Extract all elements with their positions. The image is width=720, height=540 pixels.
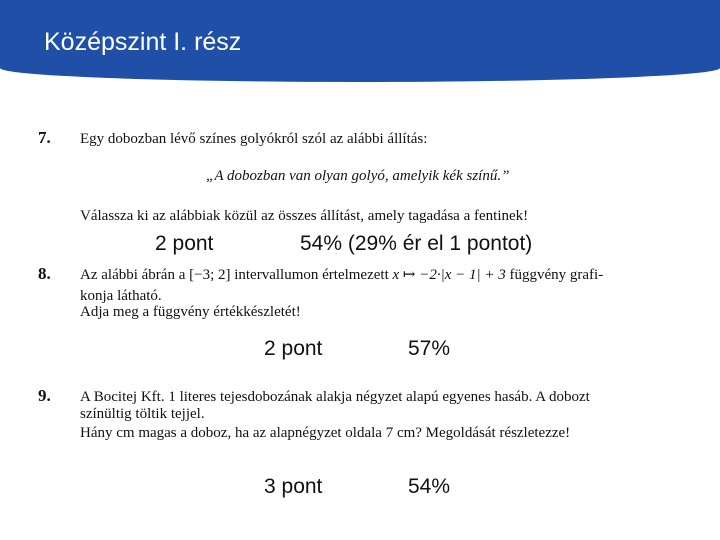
question-7-number: 7.: [38, 128, 51, 147]
slide-header: [0, 0, 720, 82]
question-7-points: 2 pont: [155, 232, 214, 255]
question-9-line-2: színültig töltik tejjel.: [80, 406, 205, 422]
question-7-instruction: Válassza ki az alábbiak közül az összes állítást, amely tagadása a fentinek!: [80, 208, 529, 224]
question-9-line-1: A Bocitej Kft. 1 literes tejesdobozának alakja négyzet alapú egyenes hasáb. A dobozt: [80, 389, 590, 405]
question-7-quote: „A dobozban van olyan golyó, amelyik kék színű.”: [206, 168, 510, 184]
question-8-function: x ↦ −2·|x − 1| + 3: [392, 267, 506, 283]
slide-title: Középszint I. rész: [44, 28, 242, 56]
question-9-rate: 54%: [408, 475, 451, 498]
question-7-text: Egy dobozban lévő színes golyókról szól az alábbi állítás:: [80, 131, 428, 147]
question-8-line-1: [80, 267, 603, 284]
question-8-line-2: konja látható.: [80, 288, 162, 304]
question-8-rate: 57%: [408, 337, 451, 360]
question-9-line-3: Hány cm magas a doboz, ha az alapnégyzet oldala 7 cm? Megoldását részletezze!: [80, 425, 571, 441]
question-8-number: 8.: [38, 264, 51, 283]
question-8-points: 2 pont: [264, 337, 323, 360]
question-9-points: 3 pont: [264, 475, 323, 498]
question-8-line-1-a: Az alábbi ábrán a [−3; 2] intervallumon értelmezett: [80, 267, 393, 283]
question-8-line-3: Adja meg a függvény értékkészletét!: [80, 304, 301, 320]
question-7-rate: 54% (29% ér el 1 pontot): [300, 232, 533, 255]
question-8-line-1-b: függvény grafi-: [505, 267, 604, 283]
question-9-number: 9.: [38, 386, 51, 405]
